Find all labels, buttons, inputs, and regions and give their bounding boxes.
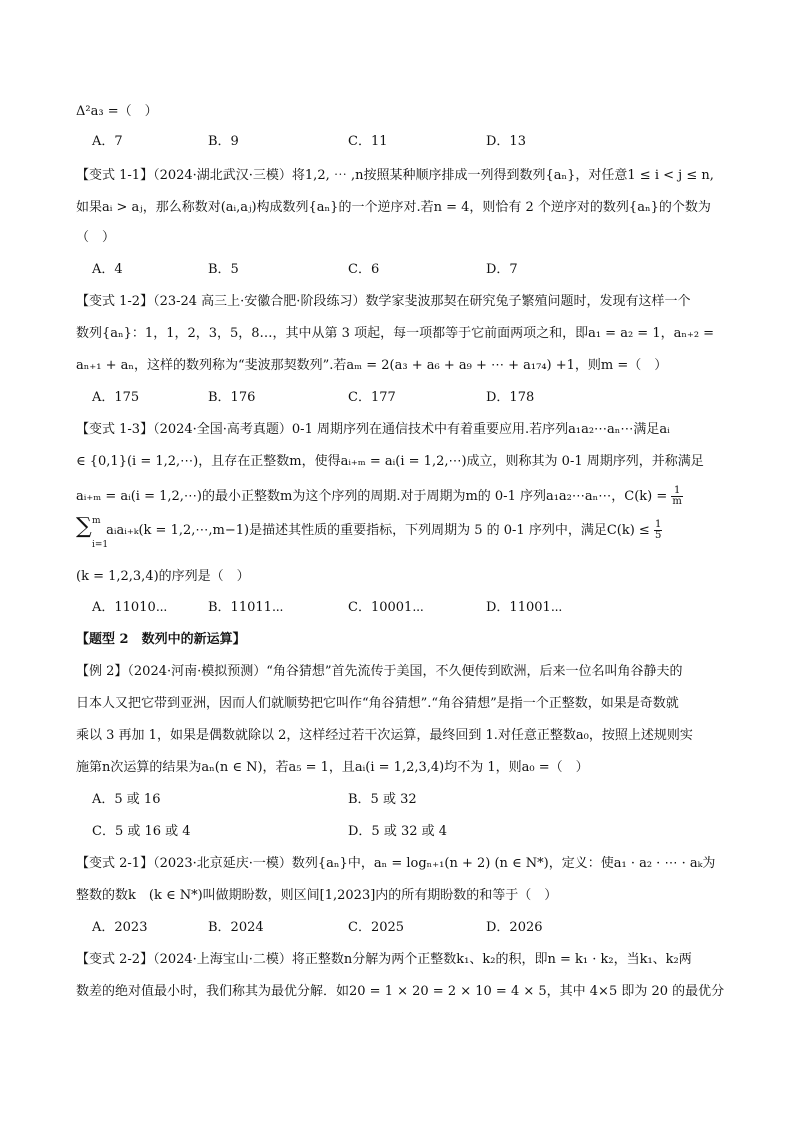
option-a[interactable]: A．175 xyxy=(92,390,140,405)
option-d[interactable]: D．2026 xyxy=(486,920,543,935)
sigma-icon: ∑ xyxy=(76,513,92,539)
variant-1-1-line-1: 【变式 1-1】（2024·湖北武汉·三模）将1,2, ⋯ ,n按照某种顺序排成一列得到数列{aₙ}，对任意1 ≤ i < j ≤ n, xyxy=(76,168,714,183)
options-row xyxy=(92,260,734,280)
question-stem-tail: Δ²a₃ =（ ） xyxy=(76,104,158,119)
option-a[interactable]: A．7 xyxy=(92,134,123,149)
option-c[interactable]: C．177 xyxy=(348,390,396,405)
options-row xyxy=(92,598,734,618)
option-d[interactable]: D．11001⋯ xyxy=(486,600,563,615)
option-b[interactable]: B．5 xyxy=(208,262,239,277)
options-row xyxy=(92,132,734,152)
section-heading: 【题型 2 数列中的新运算】 xyxy=(76,632,246,647)
option-b[interactable]: B．2024 xyxy=(208,920,264,935)
options-row xyxy=(92,790,734,810)
example-2-line-3: 乘以 3 再加 1，如果是偶数就除以 2，这样经过若干次运算，最终回到 1.对任意正整数a₀，按照上述规则实 xyxy=(76,728,693,743)
variant-1-3-line-1: 【变式 1-3】（2024·全国·高考真题）0-1 周期序列在通信技术中有着重要应用.若序列a₁a₂⋯aₙ⋯满足aᵢ xyxy=(76,422,670,437)
option-b[interactable]: B．11011⋯ xyxy=(208,600,284,615)
option-b[interactable]: B．176 xyxy=(208,390,256,405)
option-a[interactable]: A．4 xyxy=(92,262,123,277)
sum-lower-limit: i=1 xyxy=(92,539,109,550)
options-row xyxy=(92,388,734,408)
fraction-one-over-m xyxy=(671,486,682,507)
option-c[interactable]: C．6 xyxy=(348,262,380,277)
option-d[interactable]: D．13 xyxy=(486,134,526,149)
variant-2-1-line-1: 【变式 2-1】（2023·北京延庆·一模）数列{aₙ}中，aₙ = logₙ₊₁(n + 2) (n ∈ N*)，定义：使a₁ · a₂ · ⋯ · aₖ为 xyxy=(76,856,716,871)
options-row xyxy=(92,918,734,938)
example-2-line-4: 施第n次运算的结果为aₙ(n ∈ N)，若a₅ = 1，且aᵢ(i = 1,2,3,4)均不为 1，则a₀ =（ ） xyxy=(76,760,589,775)
variant-1-2-line-1: 【变式 1-2】（23-24 高三上·安徽合肥·阶段练习）数学家斐波那契在研究兔子繁殖问题时，发现有这样一个 xyxy=(76,294,691,309)
option-d[interactable]: D．7 xyxy=(486,262,518,277)
fraction-one-fifth xyxy=(654,520,662,541)
variant-1-3-line-5: (k = 1,2,3,4)的序列是（ ） xyxy=(76,569,250,584)
options-row xyxy=(92,822,734,842)
fraction-numerator: 1 xyxy=(654,519,662,530)
variant-2-2-line-1: 【变式 2-2】（2024·上海宝山·二模）将正整数n分解为两个正整数k₁、k₂的积，即n = k₁ · k₂，当k₁、k₂两 xyxy=(76,952,692,967)
variant-2-1-line-2: 整数的数k (k ∈ N*)叫做期盼数，则区间[1,2023]内的所有期盼数的和等于（ ） xyxy=(76,888,558,903)
variant-1-3-line-4 xyxy=(76,513,734,550)
variant-1-3-line-3 xyxy=(76,486,734,507)
variant-1-1-line-2: 如果aᵢ > aⱼ，那么称数对(aᵢ,aⱼ)构成数列{aₙ}的一个逆序对.若n = 4，则恰有 2 个逆序对的数列{aₙ}的个数为 xyxy=(76,200,711,215)
variant-1-2-line-3: aₙ₊₁ + aₙ，这样的数列称为“斐波那契数列”.若aₘ = 2(a₃ + a₆ + a₉ + ⋯ + a₁₇₄) +1，则m =（ ） xyxy=(76,358,668,373)
variant-1-3-line-2: ∈ {0,1}(i = 1,2,⋯)，且存在正整数m，使得aᵢ₊ₘ = aᵢ(i = 1,2,⋯)成立，则称其为 0-1 周期序列，并称满足 xyxy=(76,454,704,469)
option-a[interactable]: A．2023 xyxy=(92,920,148,935)
option-c[interactable]: C．5 或 16 或 4 xyxy=(92,824,191,839)
line-text: aᵢ₊ₘ = aᵢ(i = 1,2,⋯)的最小正整数m为这个序列的周期.对于周期为m的 0-1 序列a₁a₂⋯aₙ⋯，C(k) = xyxy=(76,489,668,504)
line-text: aᵢaᵢ₊ₖ(k = 1,2,⋯,m−1)是描述其性质的重要指标，下列周期为 5 的 0-1 序列中，满足C(k) ≤ xyxy=(106,523,650,538)
option-c[interactable]: C．10001⋯ xyxy=(348,600,425,615)
option-b[interactable]: B．5 或 32 xyxy=(348,792,417,807)
option-a[interactable]: A．5 或 16 xyxy=(92,792,161,807)
option-b[interactable]: B．9 xyxy=(208,134,239,149)
summation xyxy=(76,513,109,550)
variant-1-1-line-3: （ ） xyxy=(76,230,116,245)
fraction-numerator: 1 xyxy=(671,486,682,497)
sum-upper-limit: m xyxy=(92,515,101,526)
example-2-line-2: 日本人又把它带到亚洲，因而人们就顺势把它叫作“角谷猜想”.“角谷猜想”是指一个正整数，如果是奇数就 xyxy=(76,696,679,711)
variant-1-2-line-2: 数列{aₙ}：1，1，2，3，5，8…，其中从第 3 项起，每一项都等于它前面两项之和，即a₁ = a₂ = 1，aₙ₊₂ = xyxy=(76,326,715,341)
option-d[interactable]: D．178 xyxy=(486,390,535,405)
example-2-line-1: 【例 2】（2024·河南·模拟预测）“角谷猜想”首先流传于美国，不久便传到欧洲，后来一位名叫角谷静夫的 xyxy=(76,664,683,679)
fraction-denominator: m xyxy=(672,496,682,507)
option-d[interactable]: D．5 或 32 或 4 xyxy=(348,824,448,839)
option-c[interactable]: C．2025 xyxy=(348,920,405,935)
variant-2-2-line-2: 数差的绝对值最小时，我们称其为最优分解．如20 = 1 × 20 = 2 × 10 = 4 × 5，其中 4×5 即为 20 的最优分 xyxy=(76,984,725,999)
option-c[interactable]: C．11 xyxy=(348,134,388,149)
fraction-denominator: 5 xyxy=(654,530,662,541)
option-a[interactable]: A．11010⋯ xyxy=(92,600,168,615)
